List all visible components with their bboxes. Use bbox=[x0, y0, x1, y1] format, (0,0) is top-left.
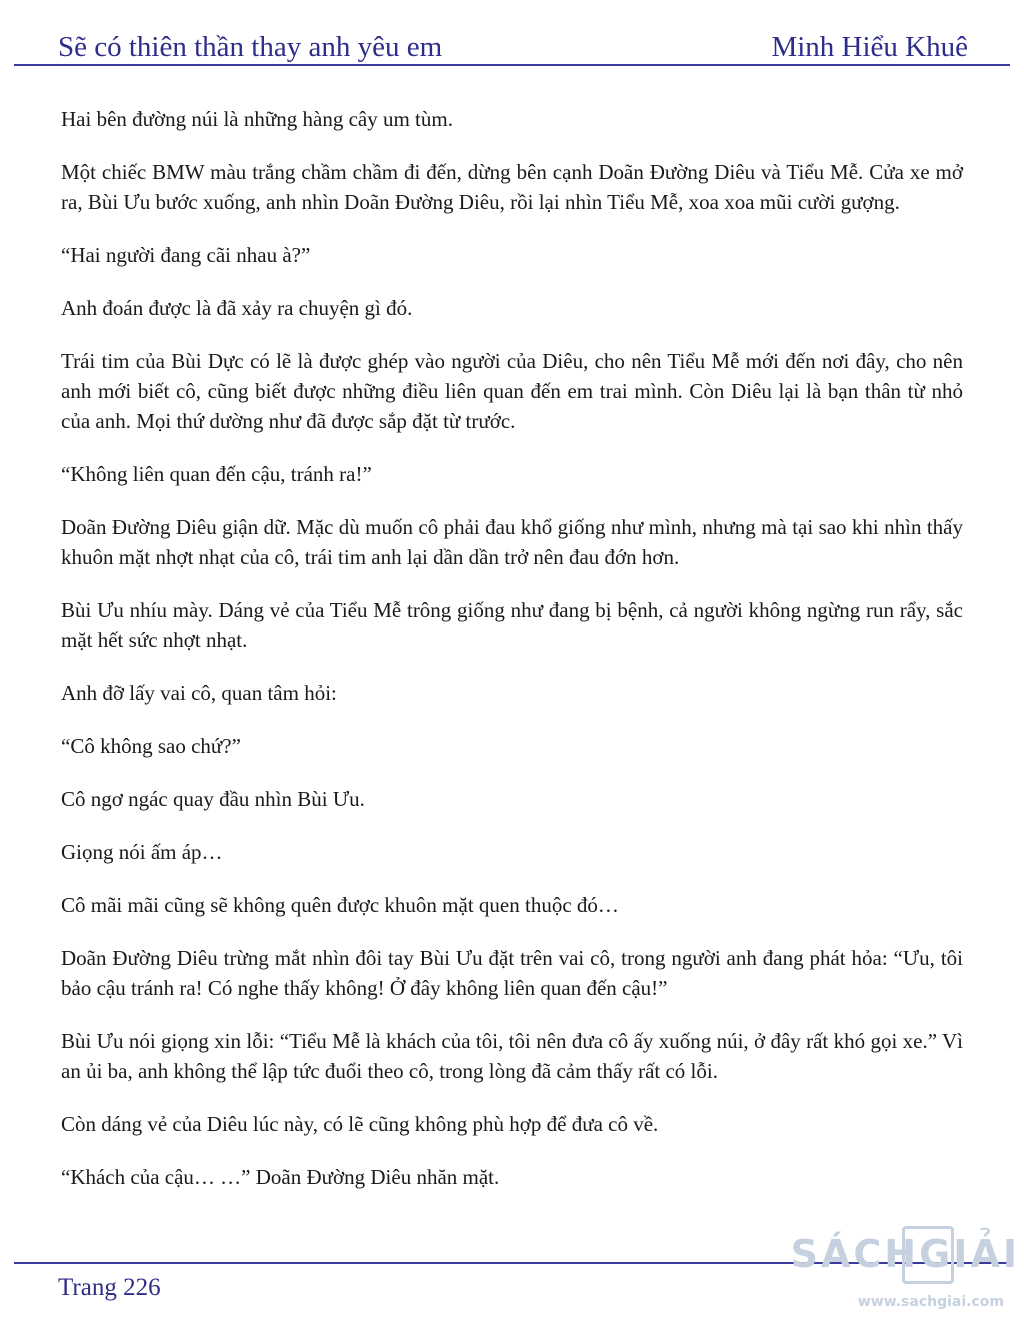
watermark-logo bbox=[790, 1222, 1024, 1322]
paragraph: Giọng nói ấm áp… bbox=[61, 840, 223, 864]
paragraph: Doãn Đường Diêu giận dữ. Mặc dù muốn cô phải đau khổ giống như mình, nhưng mà tại sao khi nhìn thấy khuôn mặt nhợt nhạt của cô, trái tim anh lại dần dần trở nên đau đớn hơn. bbox=[61, 515, 963, 569]
paragraph: Doãn Đường Diêu trừng mắt nhìn đôi tay Bùi Ưu đặt trên vai cô, trong người anh đang phát hỏa: “Ưu, tôi bảo cậu tránh ra! Có nghe thấy không! Ở đây không liên quan đến cậu!” bbox=[61, 946, 963, 1000]
paragraph: “Không liên quan đến cậu, tránh ra!” bbox=[61, 462, 372, 486]
paragraph: Trái tim của Bùi Dực có lẽ là được ghép vào người của Diêu, cho nên Tiểu Mễ mới đến nơi đây, cho nên anh mới biết cô, cũng biết được những điều liên quan đến em trai mình. Còn Diêu lại là bạn thân từ nhỏ của anh. Mọi thứ dường như đã được sắp đặt từ trước. bbox=[61, 349, 963, 433]
paragraph: Hai bên đường núi là những hàng cây um tùm. bbox=[61, 107, 453, 131]
paragraph: Cô mãi mãi cũng sẽ không quên được khuôn mặt quen thuộc đó… bbox=[61, 893, 619, 917]
book-title: Sẽ có thiên thần thay anh yêu em bbox=[58, 31, 443, 63]
watermark-url: www.sachgiai.com bbox=[857, 1294, 1004, 1310]
page-header bbox=[58, 22, 968, 64]
paragraph: Anh đoán được là đã xảy ra chuyện gì đó. bbox=[61, 296, 413, 320]
paragraph: Một chiếc BMW màu trắng chầm chầm đi đến, dừng bên cạnh Doãn Đường Diêu và Tiểu Mễ. Cửa xe mở ra, Bùi Ưu bước xuống, anh nhìn Doãn Đường Diêu, rồi lại nhìn Tiểu Mễ, xoa xoa mũi cười gượng. bbox=[61, 160, 963, 214]
page-body bbox=[61, 104, 963, 1215]
paragraph: “Hai người đang cãi nhau à?” bbox=[61, 243, 311, 267]
paragraph: “Cô không sao chứ?” bbox=[61, 734, 241, 758]
page-number: Trang 226 bbox=[58, 1274, 161, 1301]
paragraph: Anh đỡ lấy vai cô, quan tâm hỏi: bbox=[61, 681, 337, 705]
paragraph: Cô ngơ ngác quay đầu nhìn Bùi Ưu. bbox=[61, 787, 365, 811]
paragraph: Bùi Ưu nhíu mày. Dáng vẻ của Tiểu Mễ trông giống như đang bị bệnh, cả người không ngừng run rẩy, sắc mặt hết sức nhợt nhạt. bbox=[61, 598, 963, 652]
paragraph: “Khách của cậu… …” Doãn Đường Diêu nhăn mặt. bbox=[61, 1165, 500, 1189]
author-name: Minh Hiểu Khuê bbox=[771, 31, 968, 63]
watermark-brand: SÁCHGIẢI bbox=[790, 1232, 1020, 1276]
paragraph: Còn dáng vẻ của Diêu lúc này, có lẽ cũng không phù hợp để đưa cô về. bbox=[61, 1112, 659, 1136]
header-divider bbox=[14, 64, 1010, 66]
paragraph: Bùi Ưu nói giọng xin lỗi: “Tiểu Mễ là khách của tôi, tôi nên đưa cô ấy xuống núi, ở đây rất khó gọi xe.” Vì an ủi ba, anh không thể lập tức đuổi theo cô, trong lòng đã cảm thấy rất có lỗi. bbox=[61, 1029, 963, 1083]
